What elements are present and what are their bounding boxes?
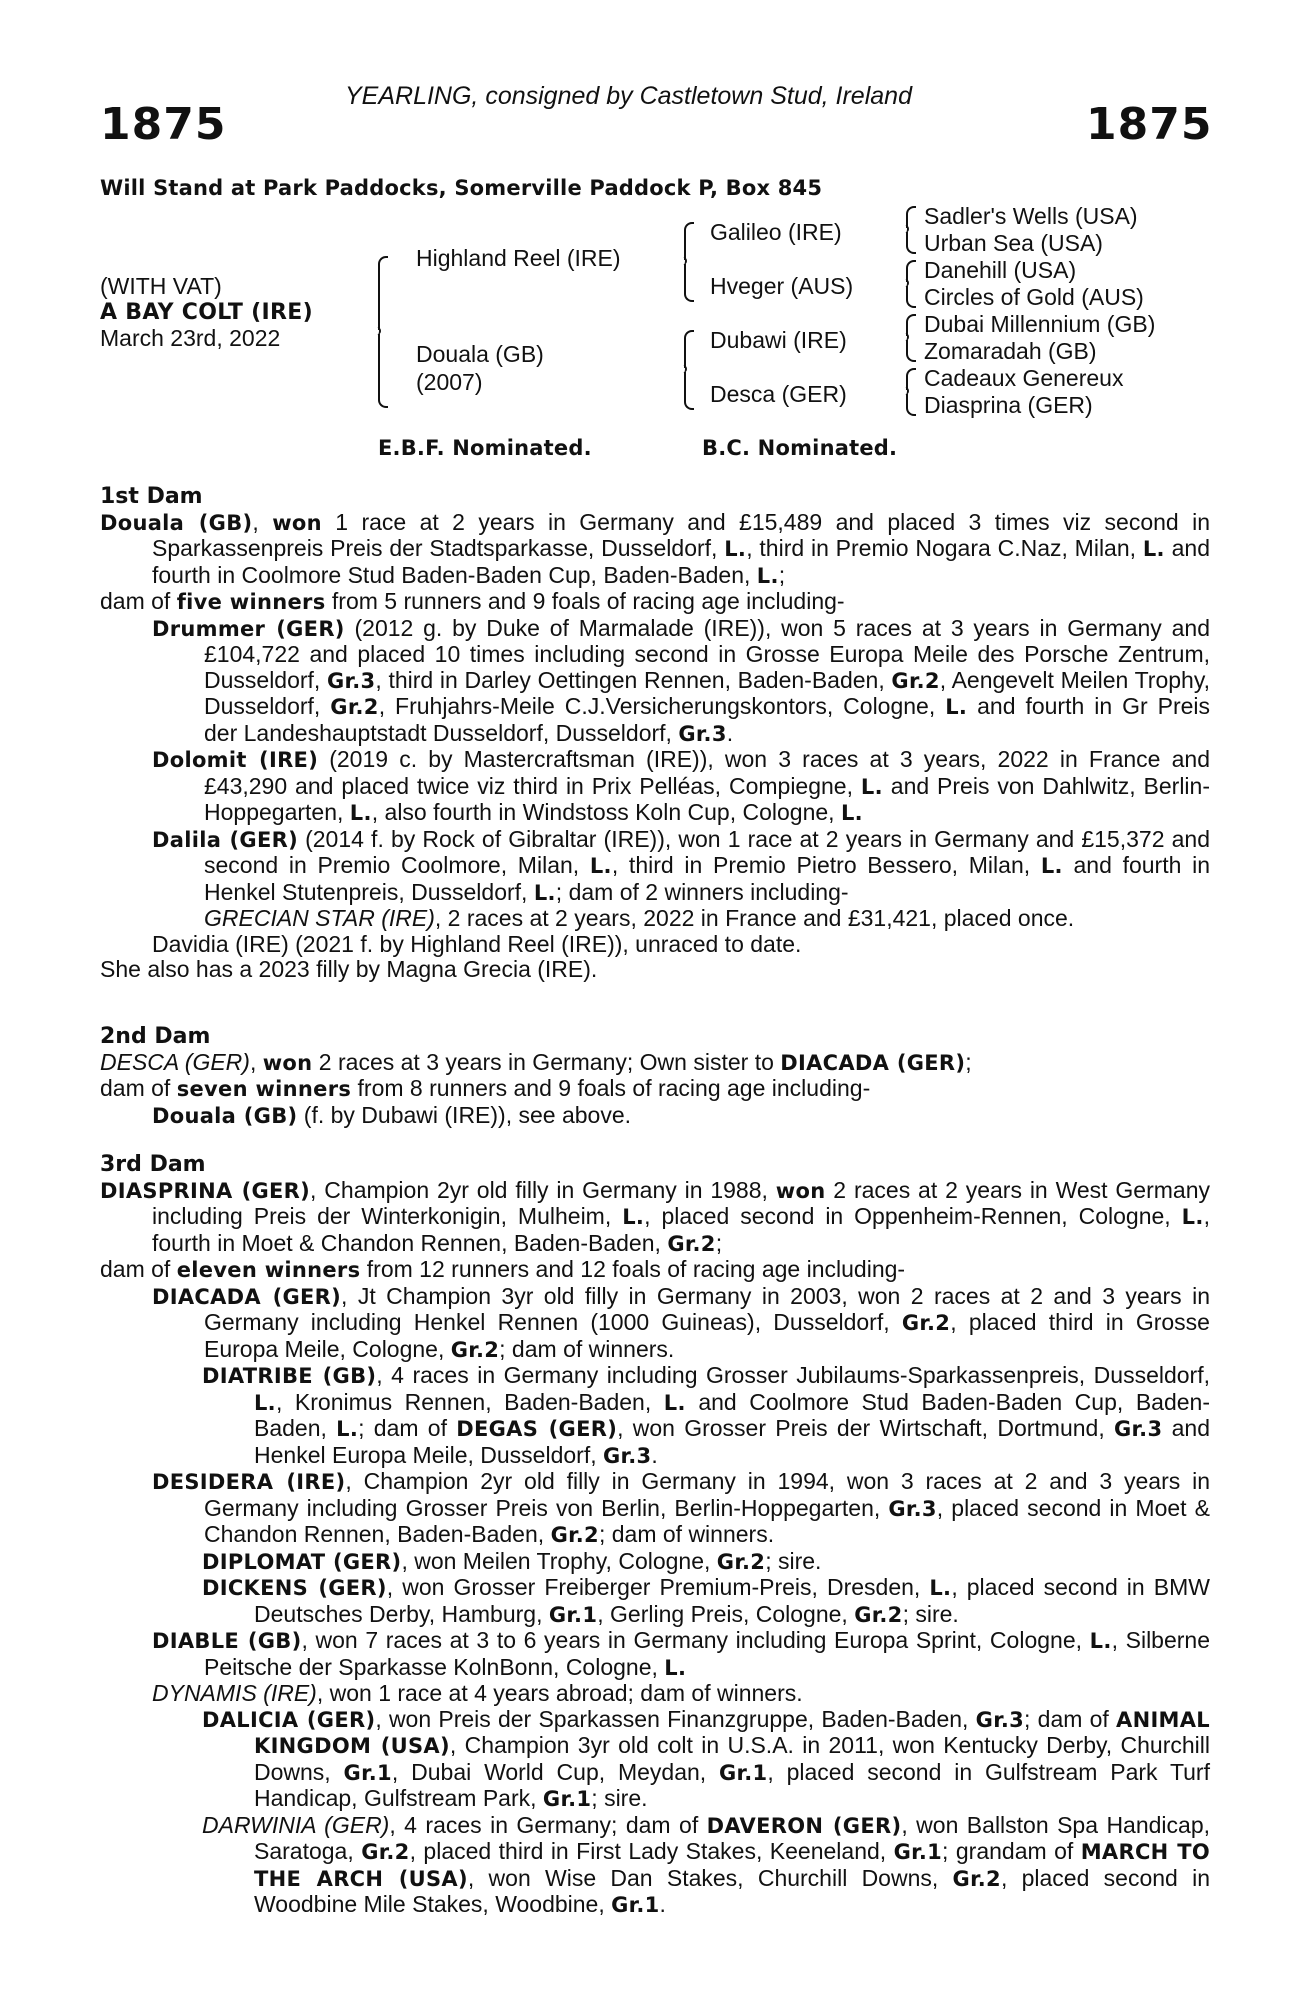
pedigree-dsd: Zomaradah (GB) — [924, 338, 1097, 364]
bold-text: L. — [860, 774, 883, 799]
bold-text: L. — [1142, 537, 1165, 561]
bold-text: L. — [724, 537, 747, 561]
text-run: , won Grosser Freiberger Premium-Preis, Dresden, — [386, 1574, 930, 1600]
text-run: and Preis von Dahlwitz, Berlin-Hoppegarten, — [204, 772, 1210, 825]
consignor-subtitle: YEARLING, consigned by Castletown Stud, Ireland — [345, 82, 912, 110]
bold-text: DIASPRINA (GER) — [100, 1178, 311, 1203]
text-run: ; dam of — [1024, 1705, 1117, 1732]
bold-text: L. — [756, 563, 779, 588]
first-dam-section — [100, 484, 1210, 983]
text-run: . — [659, 1891, 666, 1917]
ebf-nomination: E.B.F. Nominated. — [378, 436, 592, 460]
bold-text: eleven winners — [176, 1258, 361, 1282]
bold-text: L. — [929, 1576, 952, 1600]
text-run: , Champion 2yr old filly in Germany in 1988, — [310, 1176, 776, 1203]
bold-text: Gr.3 — [888, 1496, 937, 1521]
text-run: ; dam of winners. — [499, 1335, 675, 1362]
pedigree-brace-3c — [902, 314, 911, 362]
bold-text: seven winners — [176, 1077, 352, 1101]
bold-text: Gr.2 — [550, 1523, 599, 1547]
text-run: , fourth in Moet & Chandon Rennen, Baden-Baden, — [152, 1203, 1210, 1256]
lot-number-right: 1875 — [1086, 99, 1213, 150]
text-run: , placed second in BMW Deutsches Derby, Hamburg, — [254, 1574, 1210, 1627]
produce-drummer — [100, 616, 1210, 748]
second-dam-record — [100, 1050, 1210, 1077]
produce-dalila — [100, 827, 1210, 907]
text-run: , placed second in Woodbine Mile Stakes, Woodbine, — [254, 1864, 1210, 1917]
text-run: ; — [778, 561, 786, 588]
text-run: dam of — [100, 1075, 177, 1101]
bold-text: DIABLE (GB) — [152, 1629, 302, 1653]
bold-text: L. — [254, 1390, 276, 1415]
bold-text: Gr.2 — [450, 1337, 500, 1362]
bold-text: DIACADA (GER) — [780, 1050, 966, 1075]
text-run: GRECIAN STAR (IRE) — [204, 905, 435, 931]
pedigree-sire-dam: Hveger (AUS) — [710, 273, 854, 299]
bold-text: L. — [1181, 1205, 1204, 1229]
third-dam-produce-summary — [100, 1257, 1210, 1284]
pedigree-sire-sire: Galileo (IRE) — [710, 219, 842, 245]
text-run: , placed second in Gulfstream Park Turf Handicap, Gulfstream Park, — [254, 1758, 1210, 1811]
bold-text: Gr.3 — [678, 721, 727, 746]
bold-text: Gr.2 — [891, 668, 940, 693]
bold-text: L. — [945, 695, 968, 719]
pedigree-brace-2b — [680, 330, 689, 410]
bold-text: Gr.2 — [667, 1231, 716, 1256]
bold-text: L. — [589, 854, 612, 878]
bold-text: L. — [622, 1205, 645, 1229]
produce-diatribe — [100, 1363, 1210, 1469]
text-run: , won Preis der Sparkassen Finanzgruppe, Baden-Baden, — [375, 1705, 976, 1732]
text-run: ; dam of winners. — [598, 1521, 775, 1547]
text-run: ; dam of 2 winners including- — [555, 878, 849, 905]
text-run: , Kronimus Rennen, Baden-Baden, — [275, 1388, 664, 1415]
text-run: , Jt Champion 3yr old filly in Germany in 2003, won 2 races at 2 and 3 years in Germany including Henkel Rennen (1000 Guineas), Dusseldorf, — [204, 1282, 1210, 1335]
text-run: , placed third in Grosse Europa Meile, Cologne, — [204, 1309, 1210, 1362]
produce-dynamis — [100, 1681, 1210, 1707]
text-run: ; — [715, 1229, 723, 1256]
produce-davidia: Davidia (IRE) (2021 f. by Highland Reel (IRE)), unraced to date. — [152, 930, 802, 957]
lot-number-left: 1875 — [100, 99, 227, 150]
text-run: 2 races at 2 years in West Germany including Preis der Winterkonigin, Mulheim, — [152, 1176, 1210, 1229]
lot-name: A BAY COLT (IRE) — [100, 300, 313, 325]
text-run: , placed third in First Lady Stakes, Keeneland, — [409, 1838, 894, 1864]
bold-text: L. — [664, 1655, 687, 1680]
second-dam-heading: 2nd Dam — [100, 1024, 211, 1049]
text-run: , Silberne Peitsche der Sparkasse KolnBonn, Cologne, — [204, 1627, 1211, 1680]
text-run: and fourth in Henkel Stutenpreis, Dusseldorf, — [204, 852, 1210, 905]
bold-text: DIATRIBE (GB) — [202, 1364, 377, 1388]
text-run: ; sire. — [591, 1785, 648, 1811]
bold-text: Gr.3 — [1113, 1417, 1163, 1441]
bold-text: Gr.2 — [854, 1602, 903, 1627]
first-dam-heading: 1st Dam — [100, 484, 203, 509]
bold-text: Gr.1 — [548, 1602, 598, 1627]
produce-diable — [100, 1628, 1210, 1681]
bc-nomination: B.C. Nominated. — [702, 436, 898, 460]
pedigree-sds: Danehill (USA) — [924, 257, 1077, 283]
pedigree-dss: Dubai Millennium (GB) — [924, 311, 1156, 337]
text-run: ; sire. — [765, 1547, 822, 1574]
text-run: and fourth in Gr Preis der Landeshauptstadt Dusseldorf, Dusseldorf, — [204, 693, 1210, 746]
bold-text: DESIDERA (IRE) — [152, 1470, 346, 1494]
text-run: ; sire. — [902, 1600, 959, 1627]
pedigree-brace-3b — [902, 260, 911, 308]
pedigree-sdd: Circles of Gold (AUS) — [924, 284, 1144, 310]
text-run: , Gerling Preis, Cologne, — [597, 1600, 855, 1627]
bold-text: L. — [1089, 1629, 1112, 1653]
text-run: , 4 races in Germany; dam of — [389, 1811, 707, 1838]
text-run: , placed second in Moet & Chandon Rennen, Baden-Baden, — [204, 1494, 1210, 1547]
second-dam-section — [100, 1024, 1210, 1129]
produce-also: She also has a 2023 filly by Magna Grecia (IRE). — [100, 956, 598, 982]
produce-diplomat — [100, 1549, 1210, 1576]
won-label: won — [272, 510, 322, 535]
lot-dob: March 23rd, 2022 — [100, 325, 281, 351]
second-dam-produce-summary — [100, 1076, 1210, 1103]
pedigree-dam-sire: Dubawi (IRE) — [710, 327, 847, 353]
pedigree-dam: Douala (GB) — [416, 341, 544, 367]
pedigree-dds: Cadeaux Genereux — [924, 365, 1124, 391]
bold-text: L. — [663, 1390, 686, 1415]
pedigree-dam-dam: Desca (GER) — [710, 381, 847, 407]
bold-text: DAVERON (GER) — [706, 1813, 902, 1838]
pedigree-brace-1 — [374, 256, 383, 408]
text-run: (2012 g. by Duke of Marmalade (IRE)), won 5 races at 3 years in Germany and £104,722 and placed 10 times including second in Grosse Europa Meile des Porsche Zentrum, Dusseldorf, — [204, 614, 1210, 693]
text-run: and Coolmore Stud Baden-Baden Cup, Baden-Baden, — [254, 1388, 1210, 1441]
produce-dickens — [100, 1575, 1210, 1628]
bold-text: Drummer (GER) — [152, 616, 345, 641]
third-dam-section — [100, 1152, 1210, 1919]
text-run: , Fruhjahrs-Meile C.J.Versicherungskontors, Cologne, — [378, 693, 946, 719]
bold-text: Douala (GB) — [152, 1103, 298, 1128]
bold-text: Gr.3 — [603, 1443, 652, 1468]
bold-text: DALICIA (GER) — [202, 1707, 376, 1732]
bold-text: Gr.2 — [330, 695, 379, 719]
text-run: , Dubai World Cup, Meydan, — [391, 1758, 719, 1785]
text-run: , won 7 races at 3 to 6 years in Germany including Europa Sprint, Cologne, — [301, 1627, 1090, 1653]
bold-text: L. — [1040, 854, 1063, 878]
bold-text: DEGAS (GER) — [456, 1417, 618, 1441]
pedigree-sss: Sadler's Wells (USA) — [924, 203, 1138, 229]
bold-text: L. — [336, 1417, 359, 1441]
first-dam-produce-summary — [100, 589, 1210, 616]
produce-desidera — [100, 1469, 1210, 1549]
text-run: DARWINIA (GER) — [202, 1811, 390, 1838]
text-run: , third in Premio Nogara C.Naz, Milan, — [746, 535, 1143, 561]
bold-text: DICKENS (GER) — [202, 1576, 387, 1600]
text-run: 2 races at 3 years in Germany; Own sister to — [312, 1048, 781, 1075]
text-run: , third in Premio Pietro Bessero, Milan, — [611, 852, 1041, 878]
bold-text: Gr.3 — [975, 1707, 1025, 1732]
pedigree-dam-year: (2007) — [416, 369, 483, 395]
bold-text: L. — [840, 801, 863, 825]
text-run: , Aengevelt Meilen Trophy, Dusseldorf, — [204, 666, 1210, 719]
produce-douala — [100, 1103, 1210, 1130]
bold-text: L. — [533, 880, 556, 905]
text-run: and fourth in Coolmore Stud Baden-Baden Cup, Baden-Baden, — [152, 535, 1210, 588]
produce-diacada — [100, 1284, 1210, 1364]
text-run: , placed second in Oppenheim-Rennen, Cologne, — [644, 1203, 1182, 1229]
first-dam-record: Douala (GB), won 1 race at 2 years in Germany and £15,489 and placed 3 times viz second in Sparkassenpreis Preis der Stadtsparkasse, Dusseldorf, L., third in Premio Nogara C.Naz, Milan, L. and fourth in Coolmore Stud Baden-Baden Cup, Baden-Baden, L.; — [100, 508, 1211, 588]
text-run: , — [249, 1048, 263, 1075]
horse-name: Douala (GB) — [100, 510, 253, 535]
text-run: , 4 races in Germany including Grosser Jubilaums-Sparkassenpreis, Dusseldorf, — [376, 1362, 1210, 1388]
bold-text: ANIMAL KINGDOM (USA) — [254, 1707, 1210, 1758]
text-run: , won Wise Dan Stakes, Churchill Downs, — [467, 1864, 953, 1891]
produce-grecian-star — [100, 906, 1210, 932]
bold-text: won — [775, 1178, 826, 1203]
text-run: dam of — [100, 1256, 177, 1282]
pedigree-sire: Highland Reel (IRE) — [416, 245, 621, 271]
third-dam-heading: 3rd Dam — [100, 1152, 206, 1177]
text-run: and Henkel Europa Meile, Dusseldorf, — [254, 1415, 1211, 1468]
bold-text: Gr.1 — [893, 1840, 943, 1864]
produce-dalicia — [100, 1707, 1210, 1813]
text-run: , won Grosser Preis der Wirtschaft, Dortmund, — [617, 1415, 1114, 1441]
text-run: (2019 c. by Mastercraftsman (IRE)), won 3 races at 3 years, 2022 in France and £43,290 and placed twice viz third in Prix Pelléas, Compiegne, — [204, 746, 1210, 799]
pedigree-brace-3d — [902, 368, 911, 416]
bold-text: Dolomit (IRE) — [152, 748, 319, 772]
pedigree-brace-2a — [680, 222, 689, 302]
text-run: . — [726, 719, 734, 746]
text-run: (2014 f. by Rock of Gibraltar (IRE)), won 1 race at 2 years in Germany and £15,372 and second in Premio Coolmore, Milan, — [204, 825, 1210, 878]
text-run: from 12 runners and 12 foals of racing age including- — [360, 1256, 906, 1282]
text-run: , Champion 2yr old filly in Germany in 1994, won 3 races at 2 and 3 years in Germany including Grosser Preis von Berlin, Berlin-Hoppegarten, — [204, 1468, 1210, 1521]
text-run: , third in Darley Oettingen Rennen, Baden-Baden, — [375, 666, 892, 693]
pedigree-ddd: Diasprina (GER) — [924, 392, 1093, 418]
text-run: from 5 runners and 9 foals of racing age including- — [325, 588, 845, 614]
bold-text: DIACADA (GER) — [152, 1284, 342, 1309]
produce-darwinia — [100, 1813, 1210, 1919]
bold-text: five winners — [176, 590, 326, 614]
text-run: DYNAMIS (IRE) — [152, 1680, 317, 1706]
text-run: , Champion 3yr old colt in U.S.A. in 2011, won Kentucky Derby, Churchill Downs, — [254, 1732, 1211, 1785]
pedigree-brace-3a — [902, 206, 911, 254]
text-run: ; dam of — [358, 1415, 457, 1441]
bold-text: Gr.1 — [343, 1760, 392, 1785]
bold-text: Gr.1 — [719, 1760, 768, 1785]
third-dam-record — [100, 1178, 1210, 1258]
bold-text: Gr.1 — [542, 1787, 592, 1811]
bold-text: Gr.1 — [611, 1893, 660, 1917]
text-run: 1 race at 2 years in Germany and £15,489 and placed 3 times viz second in Sparkassenpreis Preis der Stadtsparkasse, Dusseldorf, — [152, 508, 1211, 561]
bold-text: Gr.2 — [901, 1311, 951, 1335]
text-run: ; — [965, 1048, 972, 1075]
bold-text: Gr.2 — [952, 1866, 1001, 1891]
bold-text: Gr.2 — [361, 1840, 410, 1864]
text-run: , also fourth in Windstoss Koln Cup, Cologne, — [371, 799, 841, 825]
bold-text: Dalila (GER) — [152, 827, 298, 852]
text-run: , won Meilen Trophy, Cologne, — [401, 1547, 717, 1574]
bold-text: won — [262, 1050, 313, 1075]
text-run: , won 1 race at 4 years abroad; dam of winners. — [316, 1680, 803, 1706]
text-run: from 8 runners and 9 foals of racing age including- — [351, 1075, 871, 1101]
text-run: (f. by Dubawi (IRE)), see above. — [297, 1101, 632, 1128]
produce-dolomit — [100, 747, 1210, 827]
bold-text: Gr.3 — [327, 668, 376, 693]
stand-location: Will Stand at Park Paddocks, Somerville Paddock P, Box 845 — [100, 176, 823, 200]
text-run: , won Ballston Spa Handicap, Saratoga, — [254, 1811, 1211, 1864]
bold-text: DIPLOMAT (GER) — [202, 1549, 402, 1574]
vat-note: (WITH VAT) — [100, 273, 222, 299]
text-run: , 2 races at 2 years, 2022 in France and £31,421, placed once. — [434, 905, 1075, 931]
text-run: DESCA (GER) — [100, 1048, 250, 1075]
pedigree-ssd: Urban Sea (USA) — [924, 230, 1103, 256]
text-run: . — [651, 1441, 658, 1468]
bold-text: L. — [349, 801, 372, 825]
text-run: ; grandam of — [942, 1838, 1081, 1864]
bold-text: Gr.2 — [716, 1549, 766, 1574]
bold-text: MARCH TO THE ARCH (USA) — [254, 1840, 1210, 1891]
text-run: dam of — [100, 588, 177, 614]
